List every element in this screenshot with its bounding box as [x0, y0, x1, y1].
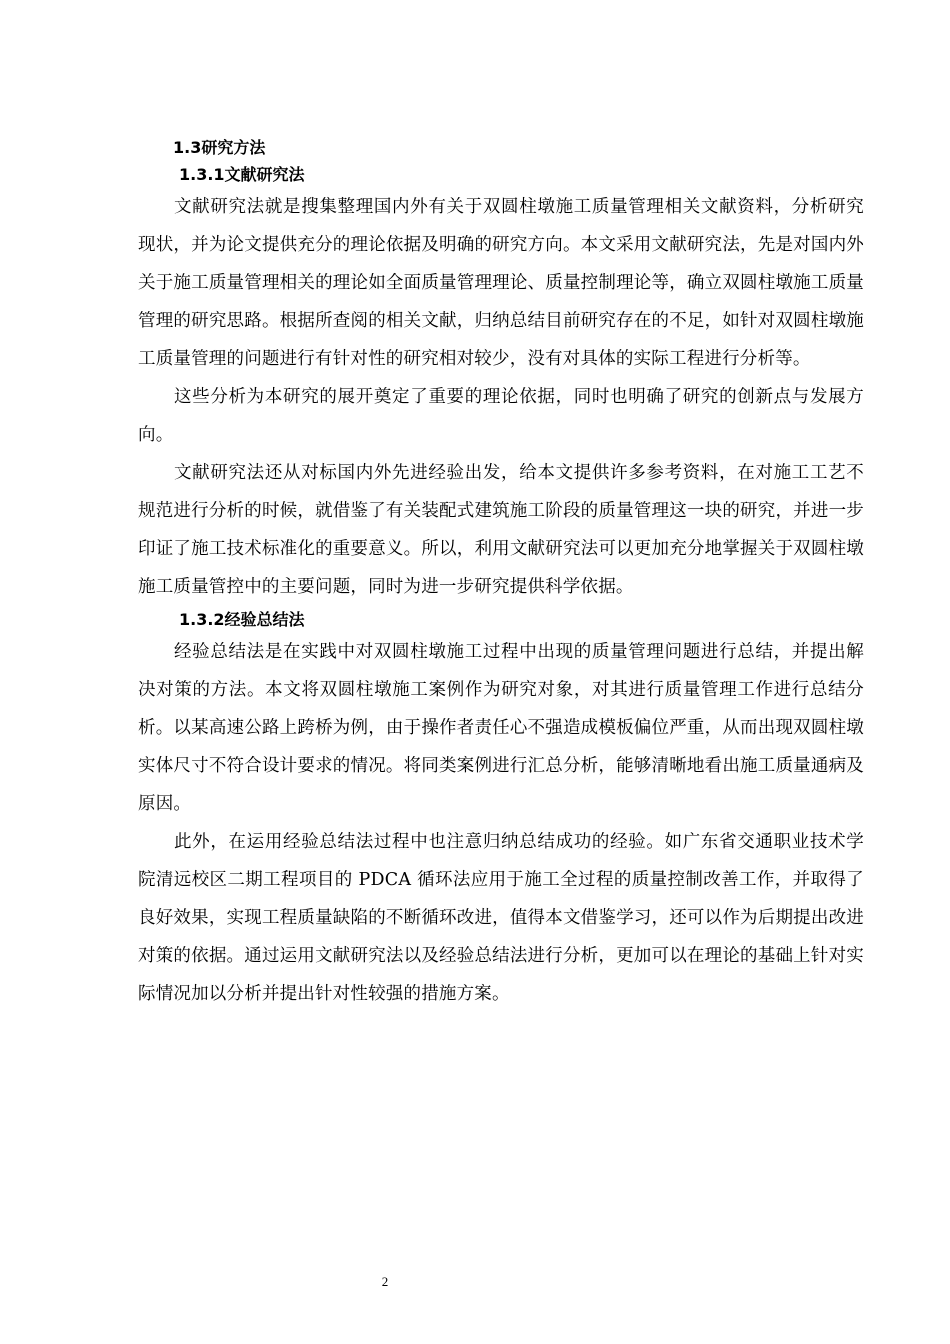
page-number: 2	[381, 1274, 389, 1289]
paragraph-literature-benchmark: 文献研究法还从对标国内外先进经验出发，给本文提供许多参考资料，在对施工工艺不规范进行分析的时候，就借鉴了有关装配式建筑施工阶段的质量管理这一块的研究，并进一步印证了施工技术标准化的重要意义。所以，利用文献研究法可以更加充分地掌握关于双圆柱墩施工质量管控中的主要问题，同时为进一步研究提供科学依据。	[138, 463, 864, 597]
subsection-heading-1-3-1: 1.3.1文献研究法	[179, 165, 305, 184]
paragraph-literature-method: 文献研究法就是搜集整理国内外有关于双圆柱墩施工质量管理相关文献资料，分析研究现状，并为论文提供充分的理论依据及明确的研究方向。本文采用文献研究法，先是对国内外关于施工质量管理相关的理论如全面质量管理理论、质量控制理论等，确立双圆柱墩施工质量管理的研究思路。根据所查阅的相关文献，归纳总结目前研究存在的不足，如针对双圆柱墩施工质量管理的问题进行有针对性的研究相对较少，没有对具体的实际工程进行分析等。	[138, 197, 864, 369]
paragraph-experience-success: 此外，在运用经验总结法过程中也注意归纳总结成功的经验。如广东省交通职业技术学院清远校区二期工程项目的 PDCA 循环法应用于施工全过程的质量控制改善工作，并取得了良好效果，实现工程质量缺陷的不断循环改进，值得本文借鉴学习，还可以作为后期提出改进对策的依据。通过运用文献研究法以及经验总结法进行分析，更加可以在理论的基础上针对实际情况加以分析并提出针对性较强的措施方案。	[138, 832, 864, 1004]
paragraph-analysis-basis: 这些分析为本研究的展开奠定了重要的理论依据，同时也明确了研究的创新点与发展方向。	[138, 387, 864, 445]
paragraph-experience-method: 经验总结法是在实践中对双圆柱墩施工过程中出现的质量管理问题进行总结，并提出解决对策的方法。本文将双圆柱墩施工案例作为研究对象，对其进行质量管理工作进行总结分析。以某高速公路上跨桥为例，由于操作者责任心不强造成模板偏位严重，从而出现双圆柱墩实体尺寸不符合设计要求的情况。将同类案例进行汇总分析，能够清晰地看出施工质量通病及原因。	[138, 642, 864, 814]
page-content	[138, 134, 864, 1013]
subsection-heading-1-3-2: 1.3.2经验总结法	[179, 610, 305, 629]
section-heading-1-3: 1.3研究方法	[173, 138, 266, 157]
